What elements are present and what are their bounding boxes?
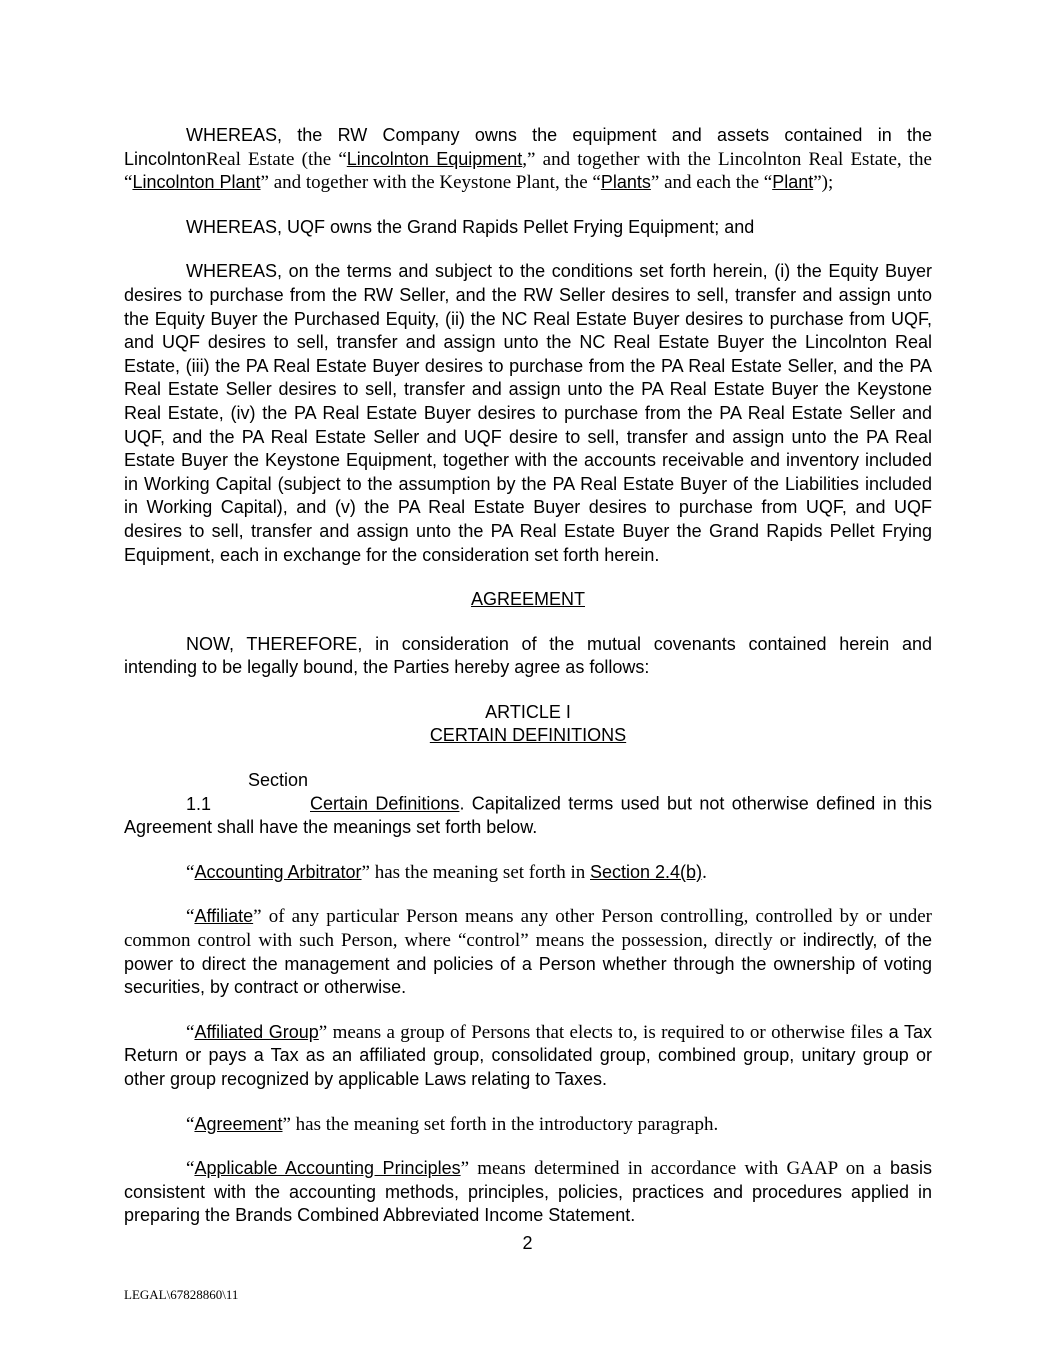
- def3-text-2: a Tax Return or pays a Tax as an affiliated group, consolidated group, combined group, unitary group or other group recognized by applicable Laws relating to Taxes.: [124, 1021, 932, 1089]
- whereas-paragraph-1: [124, 124, 932, 195]
- def4-term: Agreement: [194, 1113, 283, 1134]
- defined-term-plant: Plant: [772, 172, 814, 193]
- now-therefore-paragraph: NOW, THEREFORE, in consideration of the mutual covenants contained herein and intending to be legally bound, the Parties hereby agree as follows:: [124, 633, 932, 678]
- def2-term: Affiliate: [194, 906, 254, 927]
- definition-accounting-arbitrator: [124, 861, 932, 885]
- def1-text: ” has the meaning set forth in: [361, 861, 590, 883]
- document-page: [124, 124, 932, 1249]
- definition-affiliated-group: [124, 1021, 932, 1092]
- whereas-paragraph-3: WHEREAS, on the terms and subject to the conditions set forth herein, (i) the Equity Buyer desires to purchase from the RW Seller, and the RW Seller desires to sell, transfer and assign unto the Equity Buyer the Purchased Equity, (ii) the NC Real Estate Buyer desires to purchase from UQF, and UQF desires to sell, transfer and assign unto the NC Real Estate Buyer the Lincolnton Real Estate, (iii) the PA Real Estate Buyer desires to purchase from the PA Real Estate Seller, and the PA Real Estate Seller desires to sell, transfer and assign unto the PA Real Estate Buyer the Keystone Real Estate, (iv) the PA Real Estate Buyer desires to purchase from the PA Real Estate Seller and UQF, and the PA Real Estate Seller and UQF desire to sell, transfer and assign unto the PA Real Estate Buyer the Keystone Equipment, together with the accounts receivable and inventory included in Working Capital (subject to the assumption by the PA Real Estate Buyer of the Liabilities included in Working Capital), and (v) the PA Real Estate Buyer desires to purchase from UQF, and UQF desires to sell, transfer and assign unto the PA Real Estate Buyer the Grand Rapids Pellet Frying Equipment, each in exchange for the consideration set forth herein.: [124, 261, 932, 565]
- def5-term: Applicable Accounting Principles: [194, 1158, 461, 1179]
- document-footer-id: LEGAL\67828860\11: [124, 1287, 239, 1302]
- defined-term-plants: Plants: [600, 172, 651, 193]
- agreement-heading-text: AGREEMENT: [470, 589, 585, 610]
- def5-open-quote: “: [186, 1158, 195, 1180]
- def4-open-quote: “: [186, 1113, 195, 1135]
- definition-affiliate: [124, 905, 932, 999]
- defined-term-lincolnton-equipment: Lincolnton Equipment: [346, 148, 523, 169]
- section-text: . Capitalized terms used but not otherwise defined in this Agreement shall have the meanings set forth below.: [124, 793, 932, 838]
- def2-text-1: ” of any particular Person means any other Person controlling, controlled by or under common control with such Person, where “control” means the possession, directly or: [124, 906, 932, 952]
- def2-text-2: indirectly, of the power to direct the management and policies of a Person whether through the ownership of voting securities, by contract or otherwise.: [124, 930, 932, 998]
- whereas-paragraph-2: WHEREAS, UQF owns the Grand Rapids Pellet Frying Equipment; and: [186, 216, 755, 237]
- def1-end: .: [702, 861, 707, 883]
- def3-term: Affiliated Group: [194, 1021, 319, 1042]
- article-number: ARTICLE I: [485, 701, 571, 722]
- agreement-heading: [124, 588, 932, 612]
- def5-text-1: ” means determined in accordance with GAAP on a: [460, 1158, 882, 1180]
- section-number: Section 1.1: [186, 770, 309, 814]
- article-title: CERTAIN DEFINITIONS: [429, 725, 627, 746]
- section-title: Certain Definitions: [310, 793, 460, 814]
- p1-text-f: ” and together with the Keystone Plant, the “: [260, 172, 601, 194]
- def1-section-reference: Section 2.4(b): [590, 861, 703, 882]
- def2-open-quote: “: [186, 906, 195, 928]
- p1-text-b: Real Estate (the “: [206, 148, 347, 170]
- defined-term-lincolnton-plant: Lincolnton Plant: [132, 172, 261, 193]
- p1-text-a: WHEREAS, the RW Company owns the equipment and assets contained in the Lincolnton: [124, 125, 932, 169]
- p1-text-j: ”);: [813, 172, 834, 194]
- def3-open-quote: “: [186, 1021, 195, 1043]
- def5-text-2: basis consistent with the accounting methods, principles, policies, practices and procedures applied in preparing the Brands Combined Abbreviated Income Statement.: [124, 1158, 932, 1226]
- def4-text: ” has the meaning set forth in the introductory paragraph.: [282, 1113, 719, 1135]
- definition-applicable-accounting-principles: [124, 1157, 932, 1228]
- p1-text-h: ” and each the “: [650, 172, 773, 194]
- def1-term: Accounting Arbitrator: [194, 861, 362, 882]
- def3-text-1: ” means a group of Persons that elects to, is required to or otherwise files: [318, 1021, 884, 1043]
- section-1-1-paragraph: [124, 769, 932, 840]
- definition-agreement: [124, 1113, 932, 1137]
- article-heading: [124, 701, 932, 748]
- def1-open-quote: “: [186, 861, 195, 883]
- p1-text-d: ,” and together with the Lincolnton Real Estate, the “: [124, 148, 932, 194]
- page-number: 2: [522, 1233, 533, 1253]
